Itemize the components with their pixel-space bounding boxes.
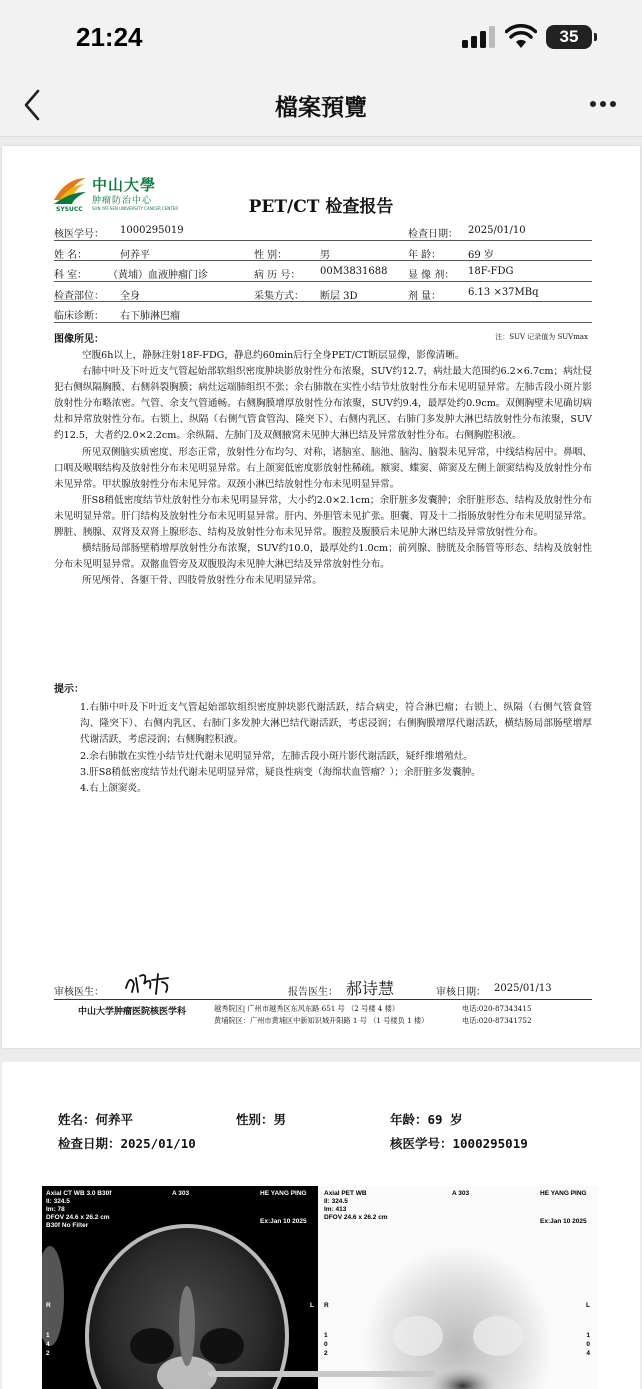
report-page-2 [2, 1062, 640, 1389]
mrn: 核医学号：1000295019 [390, 1136, 528, 1151]
findings-paragraph: 所见双侧脑实质密度、形态正常，放射性分布均匀、对称，诸脑室、脑池、脑沟、脑裂未见异常，中线结构居中。鼻咽、口咽及喉咽结构及放射性分布未见明显异常。右上颌窦低密度影放射性稀疏。额窦、蝶窦、筛窦及左侧上颌窦结构及放射性分布未见异常。甲状腺放射性分布未见异常。双颈小淋巴结放射性分布未见明显异常。 [54, 446, 592, 490]
findings-text [54, 348, 592, 589]
pet-overlay-date: Ex:Jan 10 2025 [540, 1218, 587, 1225]
logo-name-en: SUN YAT-SEN UNIVERSITY CANCER CENTER [92, 206, 179, 211]
home-indicator[interactable] [208, 1371, 436, 1377]
exam-date: 检查日期：2025/01/10 [58, 1136, 196, 1151]
report-footer [54, 1004, 592, 1034]
page-title: 檔案預覽 [275, 95, 367, 121]
label: 临床诊断： [54, 311, 104, 322]
label: 性 别： [254, 249, 288, 261]
ct-overlay-line: Axial CT WB 3.0 B30f [46, 1190, 112, 1197]
pet-scan-image [318, 1186, 598, 1389]
department-name: 中山大学肿瘤医院核医学科 [78, 1007, 187, 1017]
value: 右下肺淋巴瘤 [120, 311, 180, 322]
pet-overlay-line: DFOV 24.6 x 26.2 cm [324, 1214, 388, 1221]
review-date: 2025/01/13 [494, 983, 552, 994]
findings-paragraph: 右肺中叶及下叶近支气管起始部软组织密度肿块影放射性分布浓聚，SUV约12.7，病灶最大范围约6.2×6.7cm；病灶侵犯右侧纵隔胸膜、右侧斜裂胸膜；病灶远端肺组织不张；余右肺散在实性小结节灶放射性分布未见明显异常。左肺舌段小斑片影放射性分布略浓密。气管、余支气管通畅。右侧胸膜增厚放射性分布浓聚，SUV约9.4，最厚处约0.9cm。双侧胸壁未见确切病灶和异常放射性分布。右锁上、纵隔（右侧气管食管沟、隆突下）、右侧内乳区、右肺门多发肿大淋巴结放射性分布浓聚，SUV约12.5，大者约2.0×2.2cm。余纵隔、左肺门及双侧腋窝未见肿大淋巴结及异常放射性分布。右侧胸腔积液。 [54, 366, 592, 442]
more-options-icon[interactable] [586, 101, 616, 107]
table-row [54, 282, 592, 303]
pet-overlay-num: 1 [324, 1332, 328, 1339]
pet-overlay-line: Axial PET WB [324, 1190, 367, 1197]
findings-paragraph: 所见颅骨、各躯干骨、四肢骨放射性分布未见明显异常。 [82, 575, 322, 587]
patient-sex: 性别：男 [236, 1112, 287, 1127]
label: 采集方式： [254, 290, 304, 302]
suv-note: 注：SUV 记录值为 SUVmax [495, 333, 588, 341]
findings-heading: 图像所见： [54, 334, 104, 345]
report-title: PET/CT 检查报告 [248, 197, 394, 217]
ct-overlay-line: DFOV 24.6 x 26.2 cm [46, 1214, 110, 1221]
impression-list [54, 700, 592, 797]
label: 核医学号： [54, 229, 104, 240]
value: 00M3831688 [320, 266, 388, 277]
ct-overlay-num: 4 [46, 1341, 50, 1348]
ct-overlay-r: R [46, 1302, 51, 1309]
ct-overlay-date: Ex:Jan 10 2025 [260, 1218, 307, 1225]
value: （黄埔）血液肿瘤门诊 [108, 270, 208, 281]
logo-name-cn: 中山大學 [92, 176, 157, 194]
label: 科 室： [54, 270, 88, 281]
pet-overlay-r: R [324, 1302, 329, 1309]
ct-overlay-series: A 303 [172, 1190, 190, 1197]
ct-overlay-line: Im: 78 [46, 1206, 65, 1213]
label: 剂 量： [408, 290, 442, 302]
pet-overlay-num: 1 [586, 1332, 590, 1339]
phone-2: 电话:020-87341752 [462, 1016, 532, 1025]
impression-item: 4.右上颌窦炎。 [80, 783, 147, 795]
cellular-signal-icon [462, 26, 496, 48]
label: 病 历 号： [254, 270, 301, 281]
impression-item: 1.右肺中叶及下叶近支气管起始部软组织密度肿块影代谢活跃，结合病史，符合淋巴瘤；右锁上、纵隔（右侧气管食管沟、隆突下）、右侧内乳区、右肺门多发肿大淋巴结代谢活跃，考虑浸润；右侧胸膜增厚代谢活跃，横结肠局部肠壁增厚代谢活跃，考虑浸润；右侧胸腔积液。 [80, 702, 592, 746]
value: 断层 3D [320, 290, 358, 302]
pet-overlay-series: A 303 [452, 1190, 470, 1197]
status-time: 21:24 [76, 22, 143, 52]
findings-paragraph: 肝S8稍低密度结节灶放射性分布未见明显异常，大小约2.0×2.1cm；余肝脏多发囊肿；余肝脏形态、结构及放射性分布未见明显异常。肝门结构及放射性分布未见明显异常。肝内、外胆管未见扩张。胆囊、胃及十二指肠放射性分布未见明显异常。脾脏、胰腺、双肾及双肾上腺形态、结构及放射性分布未见异常。腹腔及腹膜后未见肿大淋巴结及异常放射性分布。 [54, 494, 592, 539]
pet-overlay-l: L [586, 1302, 590, 1309]
label: 显 像 剂： [408, 270, 455, 281]
findings-paragraph: 横结肠局部肠壁稍增厚放射性分布浓聚，SUV约10.0，最厚处约1.0cm；前列腺、膀胱及余肠管等形态、结构及放射性分布未见明显异常。双髂血管旁及双腹股沟未见肿大淋巴结及异常放射性分布。 [54, 543, 592, 571]
label: 检查部位： [54, 290, 104, 302]
ct-overlay-line: B30f No Filter [46, 1222, 89, 1229]
reviewer-label: 审核医生： [54, 987, 104, 998]
phone-1: 电话:020-87343415 [462, 1004, 532, 1013]
report-page-1 [2, 146, 640, 1048]
table-row [54, 220, 592, 241]
ct-overlay-line: Il: 324.5 [46, 1198, 70, 1205]
pet-overlay-num: 0 [324, 1341, 328, 1348]
table-row [54, 261, 592, 282]
pet-overlay-name: HE YANG PING [540, 1190, 587, 1197]
ct-overlay-num: 2 [46, 1350, 50, 1357]
reviewer-signature [122, 970, 174, 996]
value: 6.13 ×37MBq [468, 286, 539, 298]
impression-item: 2.余右肺散在实性小结节灶代谢未见明显异常，左肺舌段小斑片影代谢活跃，疑纤维增殖灶。 [80, 750, 473, 762]
pet-overlay-line: Il: 324.5 [324, 1198, 348, 1205]
ct-scan-image [42, 1186, 318, 1389]
value: 18F-FDG [468, 266, 514, 277]
reporter-name: 郝诗慧 [346, 979, 395, 998]
pet-overlay-num: 2 [324, 1350, 328, 1357]
logo-name-cn2: 肿瘤防治中心 [92, 196, 153, 206]
wifi-icon [505, 24, 537, 50]
label: 姓 名： [54, 249, 88, 261]
ct-overlay-name: HE YANG PING [260, 1190, 307, 1197]
value: 1000295019 [120, 225, 184, 236]
ct-overlay-l: L [310, 1302, 314, 1309]
impression-heading: 提示： [54, 684, 84, 695]
label: 检查日期： [408, 229, 458, 240]
value: 何养平 [120, 249, 150, 261]
patient-info-table [54, 220, 592, 323]
status-bar [0, 0, 642, 75]
table-row [54, 302, 592, 323]
label: 年 龄： [408, 249, 442, 261]
reporter-label: 报告医生： [288, 987, 338, 998]
battery-icon: 35 [546, 25, 592, 49]
review-date-label: 审核日期： [436, 987, 486, 998]
value: 69 岁 [468, 249, 494, 261]
value: 2025/01/10 [468, 225, 526, 236]
pet-overlay-num: 0 [586, 1341, 590, 1348]
logo-abbr: SYSUCC [56, 206, 83, 213]
value: 全身 [120, 290, 140, 302]
signature-row [54, 980, 592, 1000]
nav-bar [0, 75, 642, 137]
ct-overlay-num: 1 [46, 1332, 50, 1339]
pet-overlay-line: Im: 413 [324, 1206, 347, 1213]
impression-item: 3.肝S8稍低密度结节灶代谢未见明显异常，疑良性病变（海绵状血管瘤？）；余肝脏多发囊肿。 [80, 766, 481, 778]
patient-name: 姓名：何养平 [58, 1112, 134, 1127]
pet-overlay-num: 4 [586, 1350, 590, 1357]
address-2: 黄埔院区：广州市黄埔区中新知识城开阳路 1 号 （1 号楼负 1 楼） [214, 1016, 429, 1025]
value: 男 [320, 249, 330, 261]
table-row [54, 241, 592, 262]
patient-age: 年龄：69 岁 [390, 1112, 463, 1127]
findings-paragraph: 空腹6h以上，静脉注射18F-FDG，静息约60min后行全身PET/CT断层显像，影像清晰。 [82, 350, 465, 361]
address-1: 越秀院区| 广州市越秀区东风东路 651 号 （2 号楼 4 楼） [214, 1004, 400, 1013]
